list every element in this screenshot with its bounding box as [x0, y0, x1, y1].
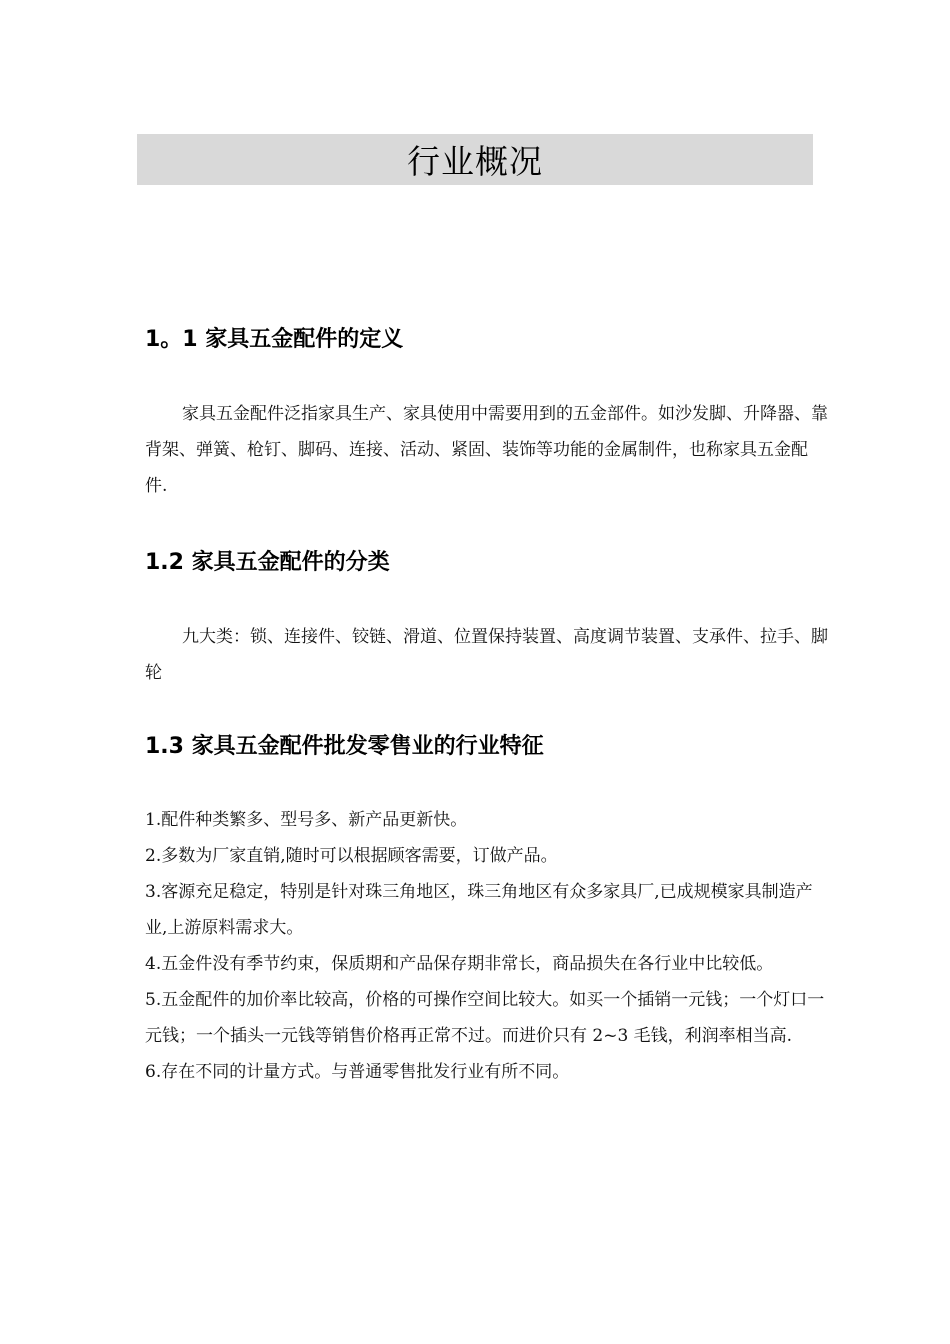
section-heading-characteristics: 1.3 家具五金配件批发零售业的行业特征 — [145, 734, 544, 759]
characteristics-list — [145, 802, 830, 1090]
section-heading-definition: 1。1 家具五金配件的定义 — [145, 327, 404, 352]
list-item: 3.客源充足稳定，特别是针对珠三角地区，珠三角地区有众多家具厂,已成规模家具制造产业,上游原料需求大。 — [145, 882, 813, 938]
section-paragraph-classification: 九大类：锁、连接件、铰链、滑道、位置保持装置、高度调节装置、支承件、拉手、脚轮 — [145, 627, 828, 683]
section-heading-classification: 1.2 家具五金配件的分类 — [145, 550, 390, 575]
list-item: 1.配件种类繁多、型号多、新产品更新快。 — [145, 810, 468, 830]
list-item: 4.五金件没有季节约束，保质期和产品保存期非常长，商品损失在各行业中比较低。 — [145, 954, 774, 974]
list-item: 2.多数为厂家直销,随时可以根据顾客需要，订做产品。 — [145, 846, 558, 866]
list-item: 6.存在不同的计量方式。与普通零售批发行业有所不同。 — [145, 1062, 570, 1082]
list-item: 5.五金配件的加价率比较高，价格的可操作空间比较大。如买一个插销一元钱；一个灯口一元钱；一个插头一元钱等销售价格再正常不过。而进价只有 2~3 毛钱，利润率相当高. — [145, 990, 825, 1046]
title-banner — [137, 134, 813, 185]
document-title: 行业概况 — [407, 142, 543, 181]
section-paragraph-definition: 家具五金配件泛指家具生产、家具使用中需要用到的五金部件。如沙发脚、升降器、靠背架、弹簧、枪钉、脚码、连接、活动、紧固、装饰等功能的金属制件，也称家具五金配件. — [145, 404, 828, 496]
